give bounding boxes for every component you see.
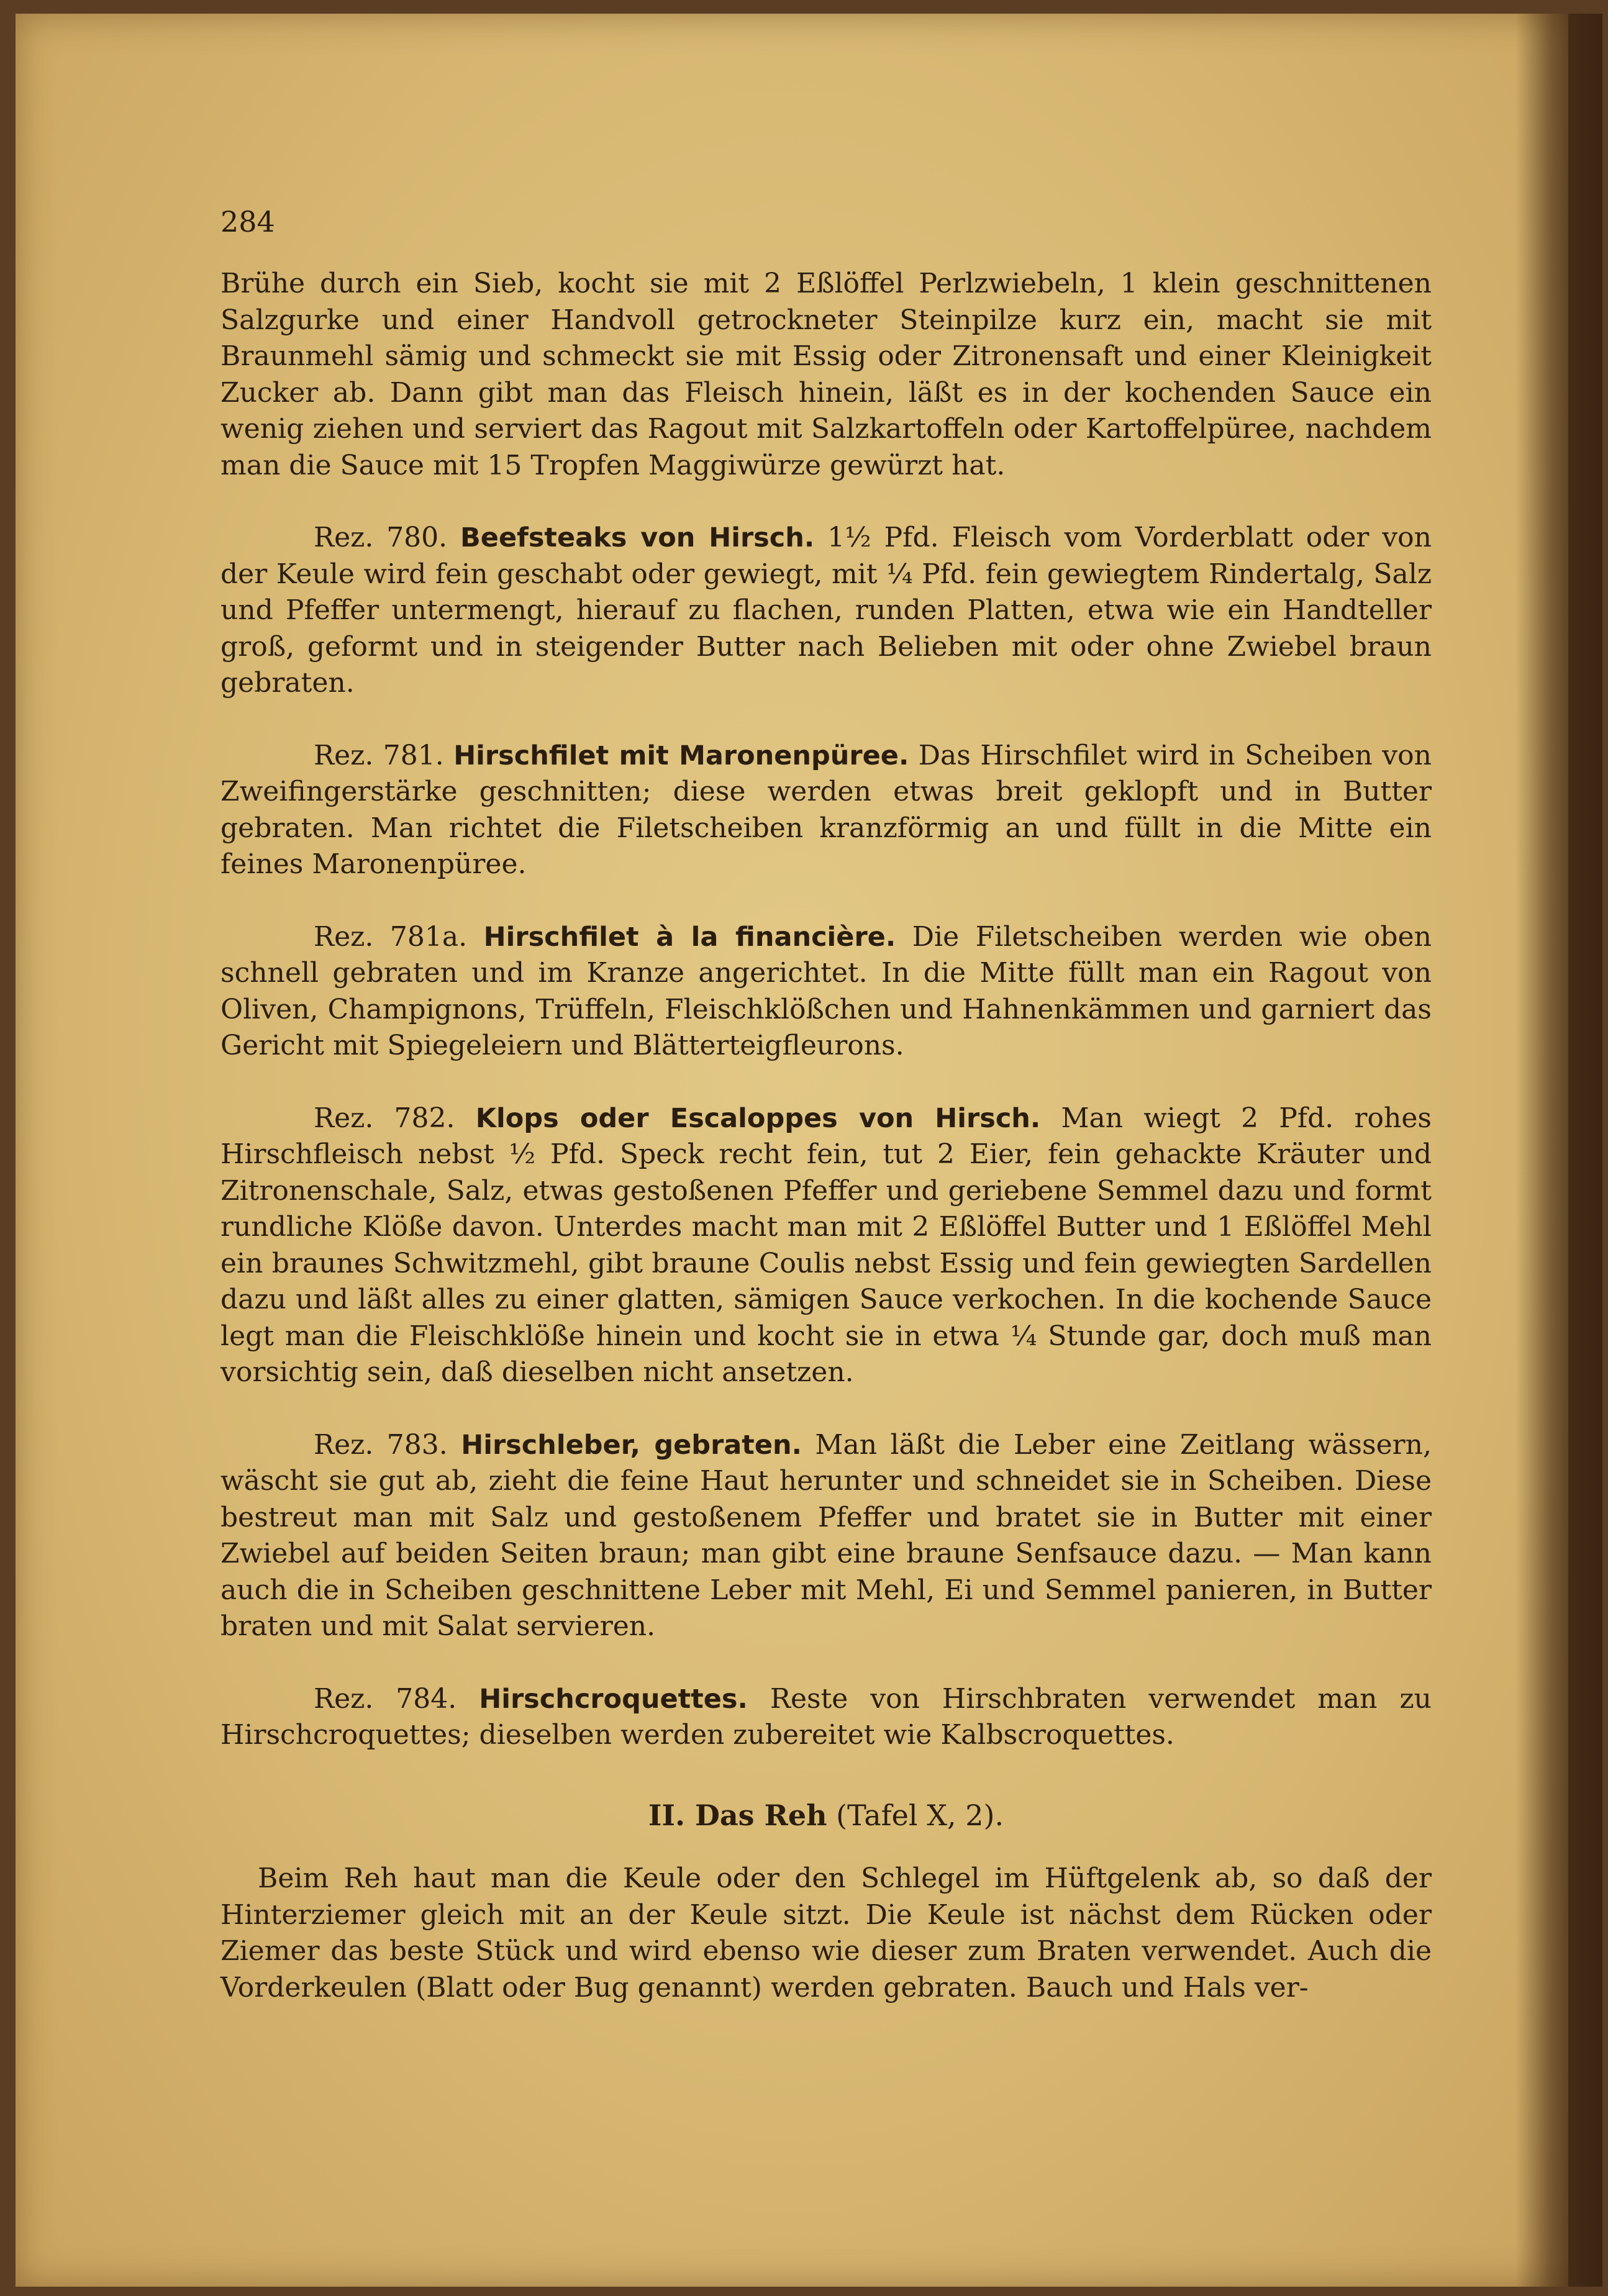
recipe-text: Man läßt die Leber eine Zeitlang wässern, wäscht sie gut ab, zieht die feine Haut herunter und schneidet sie in Scheiben. Diese bestreut man mit Salz und gestoßenem Pfeffer und bratet sie in Butter mit einer Zwiebel auf beiden Seiten braun; man gibt eine braune Senfsauce dazu. — Man kann auch die in Scheiben geschnittene Leber mit Mehl, Ei und Semmel panieren, in Butter braten und mit Salat servieren.	[220, 1428, 1432, 1642]
recipe-780	[220, 520, 1432, 702]
recipe-text: Das Hirschfilet wird in Scheiben von Zweifingerstärke geschnitten; diese werden etwas breit geklopft und in Butter gebraten. Man richtet die Filetscheiben kranzförmig an und füllt in die Mitte ein feines Maronenpüree.	[220, 739, 1432, 880]
section-title: II. Das Reh	[648, 1798, 827, 1832]
recipe-text: 1½ Pfd. Fleisch vom Vorderblatt oder von der Keule wird fein geschabt oder gewiegt, mit ¼ Pfd. fein gewiegtem Rindertalg, Salz und Pfeffer untermengt, hierauf zu flachen, runden Platten, etwa wie ein Handteller groß, geformt und in steigender Butter nach Belieben mit oder ohne Zwiebel braun gebraten.	[220, 522, 1432, 699]
recipe-text: Reste von Hirschbraten verwendet man zu Hirschcroquettes; dieselben werden zubereitet wie Kalbscroquettes.	[220, 1682, 1432, 1751]
recipe-title: Hirschleber, gebraten.	[461, 1429, 802, 1461]
recipe-number: Rez. 781.	[314, 739, 444, 771]
recipe-782	[220, 1100, 1432, 1391]
recipe-text: Man wiegt 2 Pfd. rohes Hirschfleisch nebst ½ Pfd. Speck recht fein, tut 2 Eier, fein gehackte Kräuter und Zitronenschale, Salz, etwas gestoßenen Pfeffer und geriebene Semmel dazu und formt rundliche Klöße davon. Unterdes macht man mit 2 Eßlöffel Butter und 1 Eßlöffel Mehl ein braunes Schwitzmehl, gibt braune Coulis nebst Essig und fein gewiegten Sardellen dazu und läßt alles zu einer glatten, sämigen Sauce verkochen. In die kochende Sauce legt man die Fleischklöße hinein und kocht sie in etwa ¼ Stunde gar, doch muß man vorsichtig sein, daß dieselben nicht ansetzen.	[220, 1102, 1432, 1388]
recipe-text: Die Filetscheiben werden wie oben schnell gebraten und im Kranze angerichtet. In die Mitte füllt man ein Ragout von Oliven, Champignons, Trüffeln, Fleischklößchen und Hahnenkämmen und garniert das Gericht mit Spiegeleiern und Blätterteigfleurons.	[220, 920, 1432, 1061]
recipe-title: Klops oder Escaloppes von Hirsch.	[475, 1102, 1041, 1134]
recipe-number: Rez. 780.	[314, 522, 448, 553]
recipe-number: Rez. 781a.	[314, 920, 468, 953]
recipe-title: Hirschcroquettes.	[479, 1683, 748, 1715]
continuation-paragraph: Brühe durch ein Sieb, kocht sie mit 2 Eßlöffel Perlzwiebeln, 1 klein geschnittenen Salzgurke und einer Handvoll getrockneter Steinpilze kurz ein, macht sie mit Braunmehl sämig und schmeckt sie mit Essig oder Zitronensaft und einer Kleinigkeit Zucker ab. Dann gibt man das Fleisch hinein, läßt es in der kochenden Sauce ein wenig ziehen und serviert das Ragout mit Salzkartoffeln oder Kartoffelpüree, nachdem man die Sauce mit 15 Tropfen Maggiwürze gewürzt hat.	[220, 268, 1432, 481]
recipe-781a	[220, 919, 1432, 1064]
page-number: 284	[220, 205, 275, 238]
recipe-title: Hirschfilet à la financière.	[483, 921, 896, 953]
recipe-781	[220, 738, 1432, 883]
recipe-number: Rez. 783.	[314, 1428, 448, 1461]
section-heading	[220, 1797, 1432, 1834]
recipe-784	[220, 1681, 1432, 1754]
section-paragraph: Beim Reh haut man die Keule oder den Schlegel im Hüftgelenk ab, so daß der Hinterziemer gleich mit an der Keule sitzt. Die Keule ist nächst dem Rücken oder Ziemer das beste Stück und wird ebenso wie dieser zum Braten verwendet. Auch die Vorderkeulen (Blatt oder Bug genannt) werden gebraten. Bauch und Hals ver-	[220, 1863, 1432, 2003]
recipe-number: Rez. 784.	[314, 1682, 457, 1715]
recipe-title: Hirschfilet mit Maronenpüree.	[453, 740, 909, 771]
page-body	[220, 205, 1432, 2006]
recipe-number: Rez. 782.	[314, 1102, 455, 1134]
recipe-783	[220, 1427, 1432, 1645]
section-subtitle: (Tafel X, 2).	[836, 1798, 1004, 1832]
book-gutter	[1515, 14, 1602, 2287]
recipe-title: Beefsteaks von Hirsch.	[460, 522, 815, 553]
